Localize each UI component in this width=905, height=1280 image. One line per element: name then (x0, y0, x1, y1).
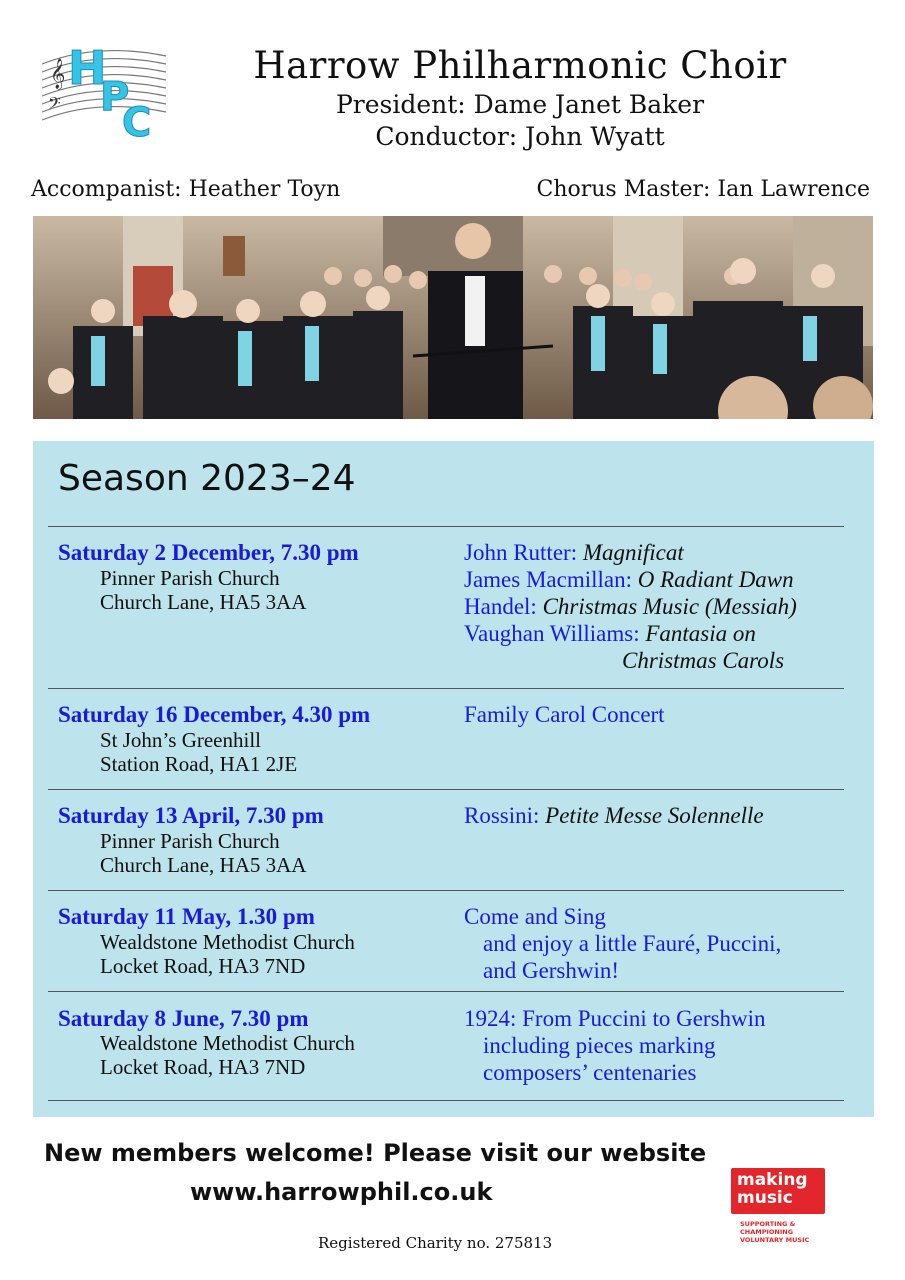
composer: Family Carol Concert (464, 702, 665, 727)
website-url[interactable]: www.harrowphil.co.uk (190, 1178, 493, 1206)
choir-photo-illustration (33, 216, 873, 419)
programme-text: 1924: From Puccini to Gershwin (464, 1006, 766, 1031)
work-title: Christmas Music (Messiah) (542, 594, 797, 619)
programme-item (622, 648, 784, 674)
programme-item (464, 567, 794, 593)
making-music-word-2: music (737, 1188, 793, 1208)
programme-item (464, 803, 764, 829)
logo-letter-p: P (100, 74, 130, 120)
choir-title: Harrow Philharmonic Choir (253, 44, 787, 87)
event-divider (48, 688, 844, 689)
programme-text: composers’ centenaries (483, 1060, 697, 1085)
event-address: Locket Road, HA3 7ND (100, 1055, 306, 1079)
programme-item (483, 1033, 716, 1059)
event-divider (48, 890, 844, 891)
conductor-line: Conductor: John Wyatt (375, 122, 665, 151)
composer: John Rutter: (464, 540, 583, 565)
work-title: O Radiant Dawn (637, 567, 794, 592)
programme-text: and enjoy a little Fauré, Puccini, (483, 931, 782, 956)
season-heading: Season 2023–24 (58, 458, 356, 499)
programme-item (483, 1060, 697, 1086)
event-divider (48, 1100, 844, 1101)
event-address: Church Lane, HA5 3AA (100, 853, 307, 877)
making-music-tagline: SUPPORTING & (740, 1220, 796, 1228)
programme-item (464, 594, 797, 620)
new-members-message: New members welcome! Please visit our website (44, 1139, 707, 1167)
programme-text: and Gershwin! (483, 958, 620, 983)
making-music-tagline: VOLUNTARY MUSIC (740, 1236, 810, 1244)
event-address: Locket Road, HA3 7ND (100, 954, 306, 978)
event-venue: Pinner Parish Church (100, 566, 280, 590)
composer: Rossini: (464, 803, 546, 828)
composer: Handel: (464, 594, 543, 619)
work-title: Fantasia on (645, 621, 756, 646)
event-divider (48, 526, 844, 527)
bass-clef-icon: 𝄢 (48, 93, 61, 117)
work-title: Magnificat (582, 540, 684, 565)
work-title: Petite Messe Solennelle (545, 803, 764, 828)
programme-item (464, 621, 756, 647)
event-venue: Wealdstone Methodist Church (100, 1031, 355, 1055)
hpc-logo-graphic (38, 32, 168, 140)
logo-letter-c: C (122, 100, 152, 140)
event-venue: Pinner Parish Church (100, 829, 280, 853)
programme-item (464, 540, 684, 566)
event-venue: Wealdstone Methodist Church (100, 930, 355, 954)
programme-text: Come and Sing (464, 904, 606, 929)
event-address: Station Road, HA1 2JE (100, 752, 298, 776)
programme-item (483, 958, 619, 984)
choir-photo (33, 216, 873, 419)
treble-clef-icon: 𝄞 (50, 59, 66, 89)
hpc-logo (38, 32, 168, 140)
composer: James Macmillan: (464, 567, 638, 592)
programme-item (464, 702, 665, 728)
programme-item (483, 931, 781, 957)
chorus-master-line: Chorus Master: Ian Lawrence (536, 177, 870, 202)
event-divider (48, 991, 844, 992)
accompanist-line: Accompanist: Heather Toyn (31, 177, 341, 202)
logo-letter-h: H (68, 41, 107, 95)
event-date: Saturday 16 December, 4.30 pm (58, 702, 371, 727)
event-date: Saturday 2 December, 7.30 pm (58, 540, 359, 565)
work-title: Christmas Carols (622, 648, 785, 673)
programme-text: including pieces marking (483, 1033, 716, 1058)
making-music-logo (731, 1168, 841, 1248)
charity-number: Registered Charity no. 275813 (318, 1234, 553, 1252)
making-music-word-1: making (737, 1170, 808, 1190)
president-line: President: Dame Janet Baker (335, 90, 705, 119)
composer: Vaughan Williams: (464, 621, 646, 646)
making-music-tagline: CHAMPIONING (740, 1228, 794, 1236)
event-venue: St John’s Greenhill (100, 728, 261, 752)
programme-item (464, 1006, 766, 1032)
programme-item (464, 904, 606, 930)
event-date: Saturday 13 April, 7.30 pm (58, 803, 324, 828)
event-address: Church Lane, HA5 3AA (100, 590, 307, 614)
event-date: Saturday 11 May, 1.30 pm (58, 904, 315, 929)
event-date: Saturday 8 June, 7.30 pm (58, 1006, 309, 1031)
event-divider (48, 789, 844, 790)
